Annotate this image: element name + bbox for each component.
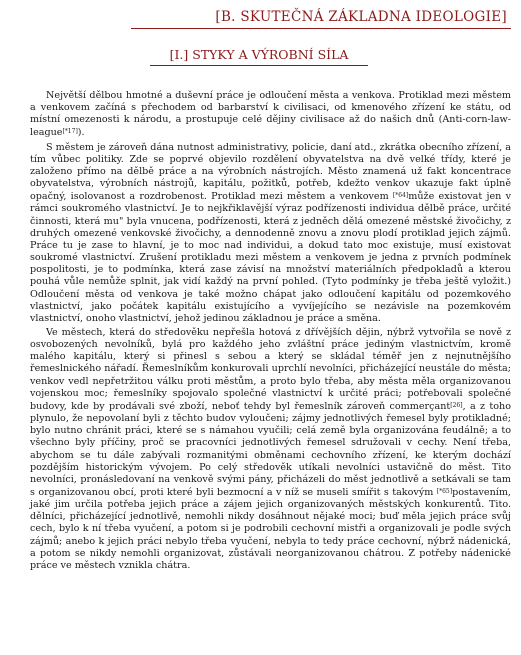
paragraph-text: Ve městech, která do středověku nepřešla hotová z dřívějších dějin, nýbrž vytvořila se nově z osvobozených nevolníků, bylá pro každého jeho zvláštní práce jediným vlastnictvím, kromě malého kapitálu, který si přinesl s sebou a který se skládal téměř jen z nejnutnějšího řemeslnického nářadí. Řemeslníkům konkurovali uprchlí nevolníci, přicházející neustále do města; venkov vedl nepřetržitou válku proti městům, a proto bylo třeba, aby města měla organizovanou vojenskou moc; řemeslníky spojovalo společné vlastnictví k určité práci; potřebovali společné budovy, kde by prodávali své zboží, neboť tehdy byl řemeslník zároveň commerçant bbox=[30, 326, 511, 412]
paragraph-text: , a z toho plynulo, že nepovolaní byli z těchto budov vyloučeni; zájmy jednotlivých řemesel byly protikladné; bylo nutno chránit práci, které se s námahou vyučili; celá země byla organizována feudálně; a to všechno byly příčiny, proč se pracovníci jednotlivých řemesel sdružovali v cechy. Není třeba, abychom se tu dále zabývali rozmanitými obměnami cechovního zřízení, ke kterým dochází pozdějším historickým vývojem. Po celý středověk utíkali nevolníci ustavičně do měst. Tito nevolníci, pronásledovaní na venkově svými pány, přicházeli do měst jednotlivě a setkávali se tam s organizovanou obcí, proti které byli bezmocní a v níž se museli smířit s takovým bbox=[30, 400, 511, 498]
paragraph bbox=[30, 142, 511, 325]
reference-marker: [*17] bbox=[62, 128, 78, 136]
running-header bbox=[131, 6, 511, 29]
paragraph-text: S městem je zároveň dána nutnost administrativy, policie, daní atd., zkrátka obecního zřízení, a tím vůbec politiky. Zde se poprvé objevilo rozdělení obyvatelstva na dvě velké třídy, které je založeno přímo na dělbě práce a na výrobních nástrojích. Město znamená už fakt koncentrace obyvatelstva, výrobních nástrojů, kapitálu, požitků, potřeb, kdežto venkov ukazuje fakt úplně opačný, isolovanost a rozdrobenost. Protiklad mezi městem a venkovem bbox=[30, 141, 511, 203]
reference-marker: [26] bbox=[450, 401, 463, 409]
reference-marker: [*64] bbox=[392, 192, 409, 200]
reference-marker: [*65] bbox=[436, 488, 453, 495]
paragraph-text: může existovat jen v rámci soukromého vlastnictví. Je to nejkřiklavější výraz podřízenosti individua dělbě práce, určité činnosti, která mu" byla vnucena, podřízenosti, která z jedněch dělá omezené městské živočichy, z druhých omezené venkovské živočichy, a dennodenně znovu a znovu plodí protiklad jejich zájmů. Práce tu je zase to hlavní, je to moc nad individui, a dokud tato moc existuje, musí existovat soukromé vlastnictví. Zrušení protikladu mezi městem a venkovem je jedna z prvních podmínek pospolitosti, je to podmínka, která zase závisí na množství materiálních předpokladů a kterou pouhá vůle nemůže splnit, jak vidí každý na první pohled. (Tyto podmínky je třeba ještě vyložit.) Odloučení města od venkova je také možno chápat jako odloučení kapitálu od pozemkového vlastnictví, jako počátek kapitálu existujícího a vyvíjejícího se nezávisle na pozemkovém vlastnictví, onoho vlastnictví, jehož jedinou základnou je práce a směna. bbox=[30, 191, 511, 324]
paragraph-text: Největší dělbou hmotné a duševní práce je odloučení města a venkova. Protiklad mezi městem a venkovem začíná s přechodem od barbarství k civilisaci, od kmenového zřízení ke státu, od místní omezenosti k národu, a prostupuje celé dějiny civilisace až do našich dnů (Anti-corn-law-league bbox=[30, 90, 511, 139]
section-title: [I.] STYKY A VÝROBNÍ SÍLA bbox=[169, 47, 349, 62]
paragraph-text: postavením, jaké jim určila potřeba jejich práce a zájem jejich organizovaných městských konkurentů. Tito. dělníci, přicházející jednotlivě, nemohli nikdy dosáhnout nějaké moci; buď měla jejich práce svůj cech, bylo k ní třeba vyučení, a potom si je podrobili cechovní mistři a organizovali je podle svých zájmů; anebo k jejich práci nebylo třeba vyučení, nebyla to tedy práce cechovní, nýbrž nádenická, a potom se nikdy nemohli organizovat, zůstávali neorganizovanou chátrou. Z potřeby nádenické práce ve městech vznikla chátra. bbox=[30, 487, 511, 571]
paragraph-text: ). bbox=[77, 127, 85, 139]
body-text bbox=[30, 90, 511, 572]
header-title: [B. SKUTEČNÁ ZÁKLADNA IDEOLOGIE] bbox=[215, 9, 507, 25]
paragraph bbox=[30, 90, 511, 140]
paragraph bbox=[30, 327, 511, 572]
section-heading bbox=[150, 44, 368, 66]
